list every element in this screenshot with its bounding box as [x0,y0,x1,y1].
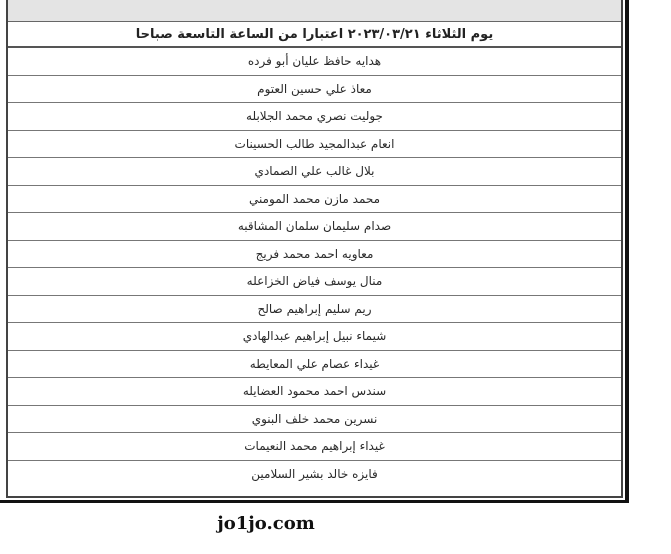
names-list [8,48,621,488]
table-row: هدايه حافظ عليان أبو فرده [8,48,621,76]
table-row: صدام سليمان سلمان المشاقبه [8,213,621,241]
table-row: شيماء نبيل إبراهيم عبدالهادي [8,323,621,351]
table-row: غيداء عصام علي المعايطه [8,351,621,379]
table-row: معاويه احمد محمد فريج [8,241,621,269]
table-row: نسرين محمد خلف البنوي [8,406,621,434]
table-row: جوليت نصري محمد الجلابله [8,103,621,131]
table-row: غيداء إبراهيم محمد النعيمات [8,433,621,461]
table-row: محمد مازن محمد المومني [8,186,621,214]
table-header: يوم الثلاثاء ٢٠٢٣/٠٣/٢١ اعتبارا من الساعة التاسعة صباحا [8,22,621,48]
table-row: ريم سليم إبراهيم صالح [8,296,621,324]
table-row: بلال غالب علي الصمادي [8,158,621,186]
table-row: فايزه خالد بشير السلامين [251,467,378,482]
table-row: انعام عبدالمجيد طالب الحسينات [8,131,621,159]
table-row: منال يوسف فياض الخزاعله [8,268,621,296]
table-row: معاذ علي حسين العتوم [8,76,621,104]
site-watermark: jo1jo.com [217,513,315,534]
names-table [6,0,623,498]
table-top-band [8,0,621,22]
table-row: سندس احمد محمود العضايله [8,378,621,406]
